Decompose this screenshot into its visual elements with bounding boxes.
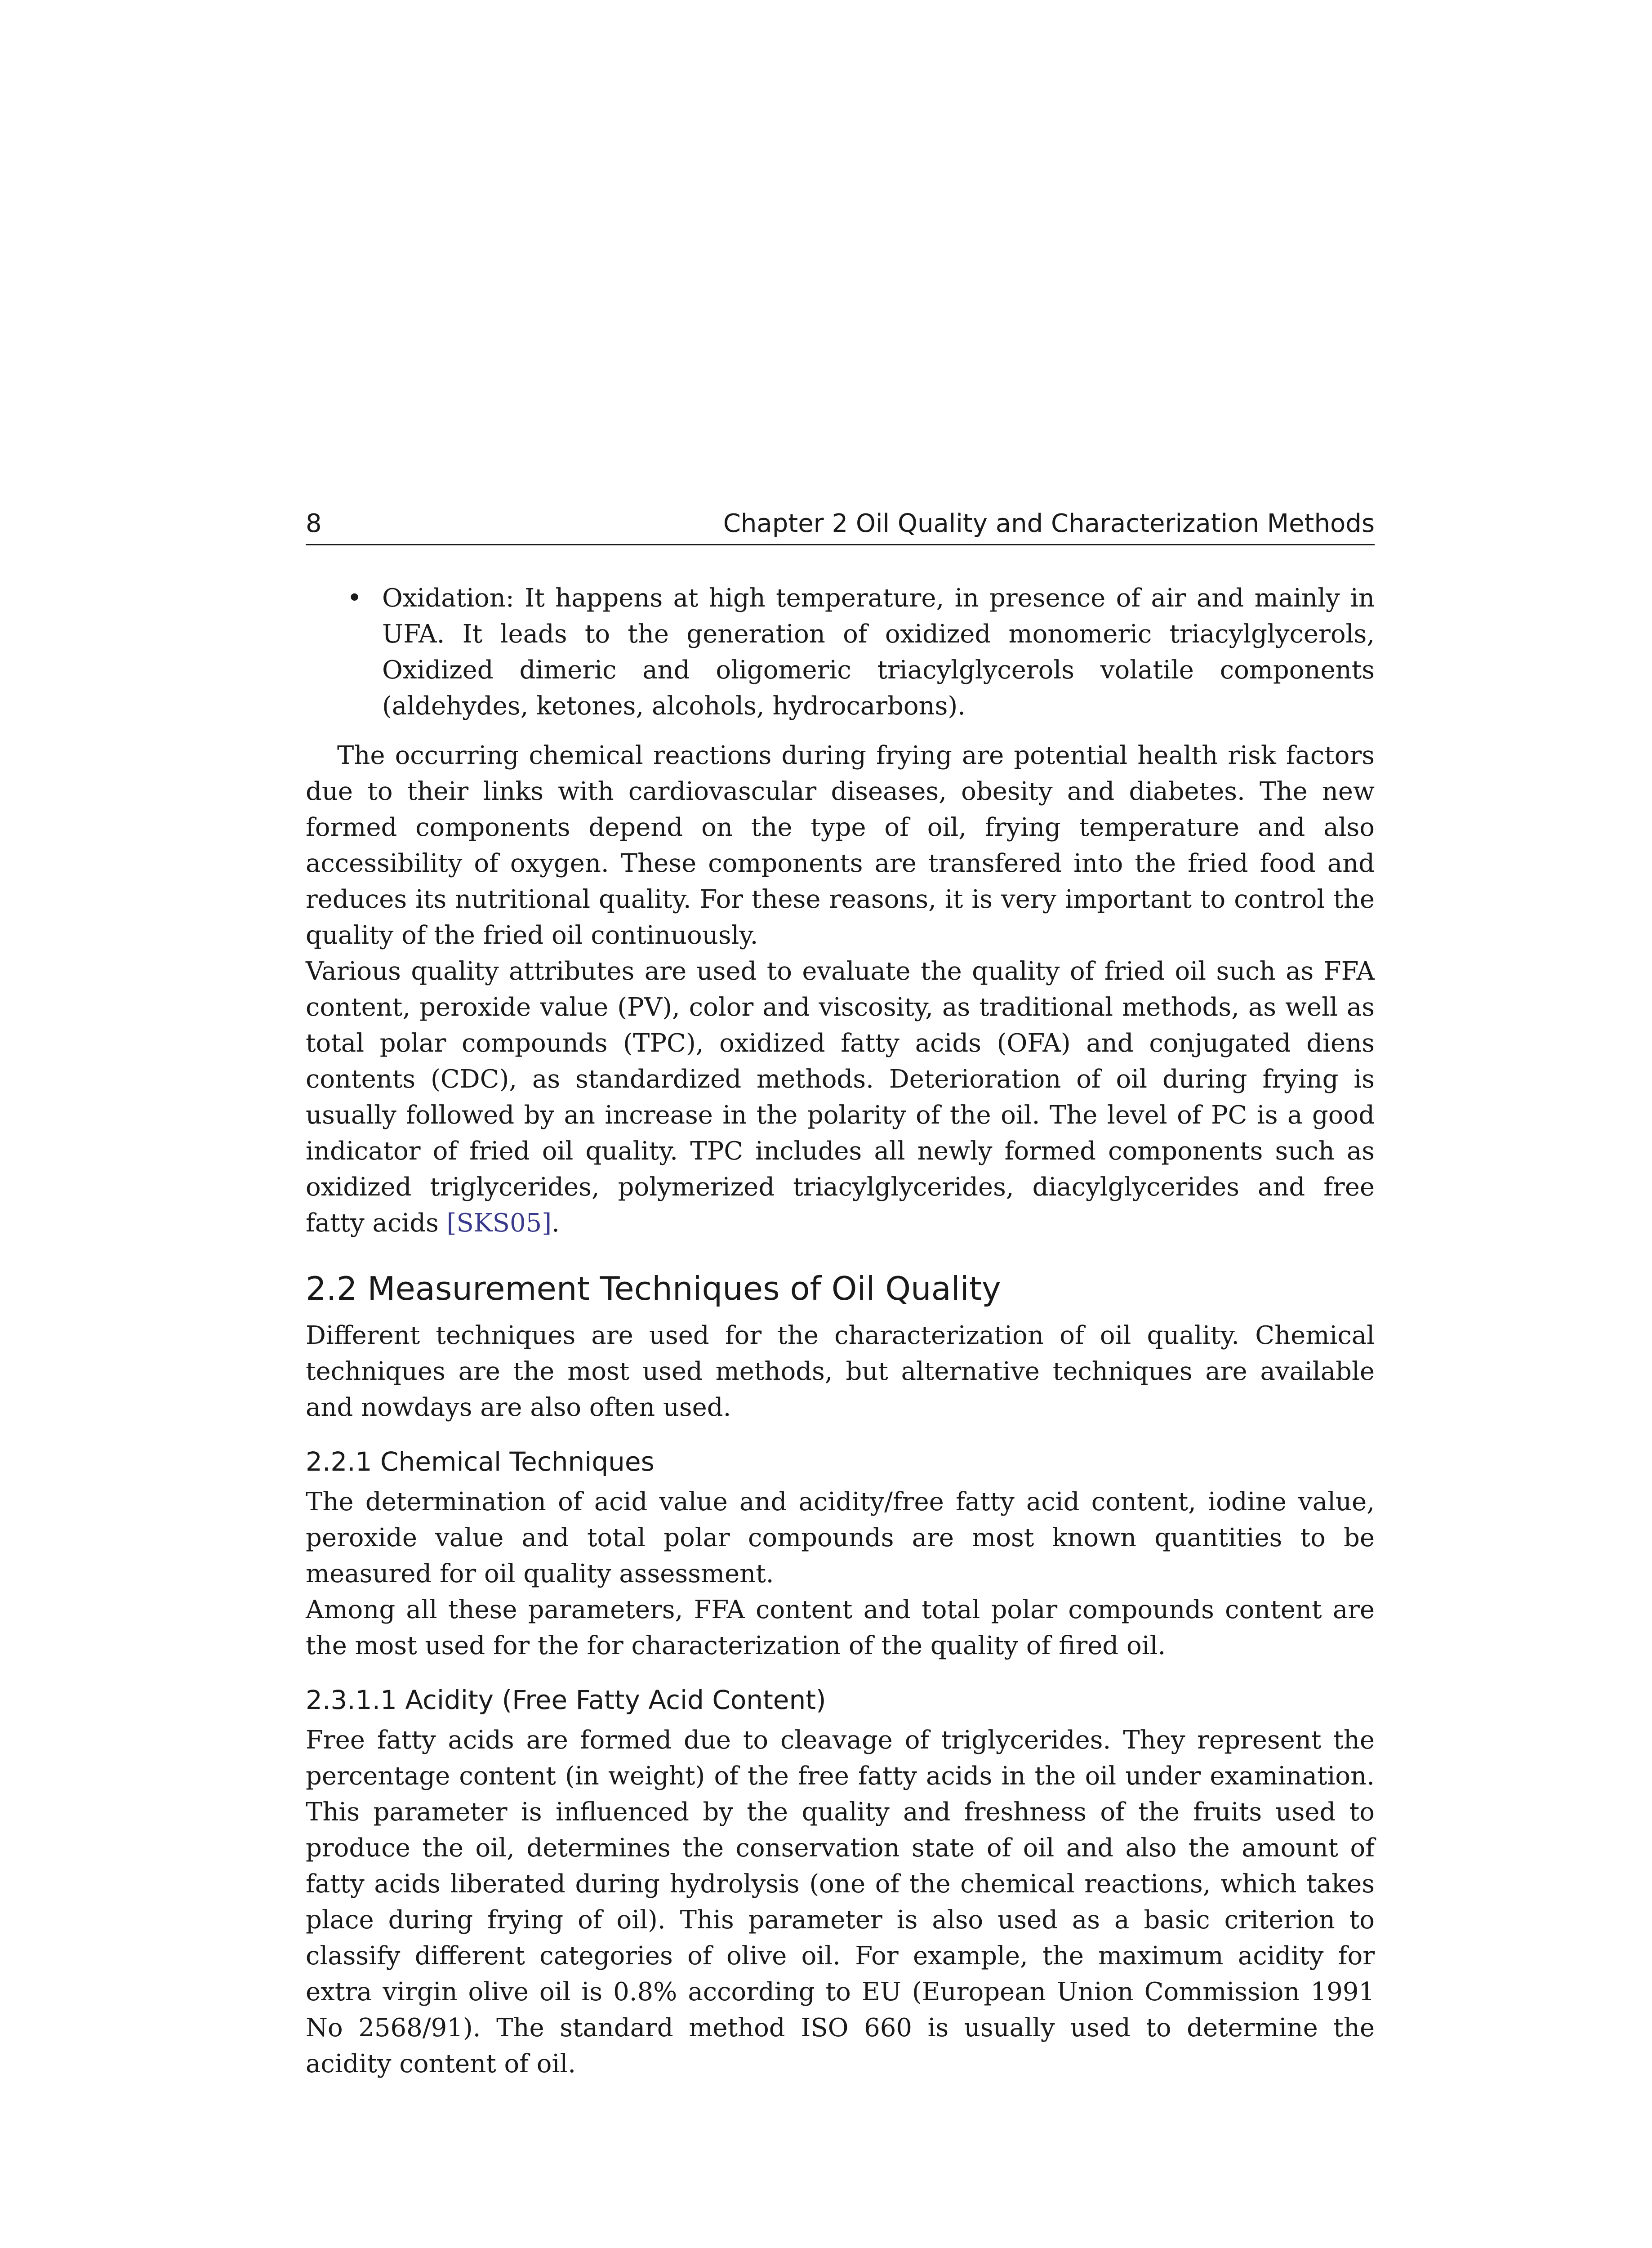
paragraph: Different techniques are used for the characterization of oil quality. Chemical techniques are the most used methods, but alternative techniques are available and nowdays are also often used. <box>306 1321 1375 1422</box>
paragraph-end: . <box>552 1209 560 1238</box>
citation-link[interactable]: [SKS05] <box>446 1209 552 1238</box>
paragraph: Free fatty acids are formed due to cleavage of triglycerides. They represent the percentage content (in weight) of the free fatty acids in the oil under examination. This parameter is influenced by the quality and freshness of the fruits used to produce the oil, determines the conservation state of oil and also the amount of fatty acids liberated during hydrolysis (one of the chemical reactions, which takes place during frying of oil). This parameter is also used as a basic criterion to classify different categories of olive oil. For example, the maximum acidity for extra virgin olive oil is 0.8% according to EU (European Union Commission 1991 No 2568/91). The standard method ISO 660 is usually used to determine the acidity content of oil. <box>306 1726 1375 2079</box>
subsubsection-heading: 2.3.1.1 Acidity (Free Fatty Acid Content) <box>306 1685 826 1715</box>
chapter-title: Chapter 2 Oil Quality and Characterization Methods <box>723 509 1375 538</box>
paragraph: The determination of acid value and acidity/free fatty acid content, iodine value, peroxide value and total polar compounds are most known quantities to be measured for oil quality assessment. <box>306 1487 1375 1588</box>
page-body <box>306 580 1375 2082</box>
list-item <box>347 580 1375 724</box>
paragraph-text: Various quality attributes are used to evaluate the quality of fried oil such as FFA content, peroxide value (PV), color and viscosity, as traditional methods, as well as total polar compounds (TPC), oxidized fatty acids (OFA) and conjugated diens contents (CDC), as standardized methods. Deterioration of oil during frying is usually followed by an increase in the polarity of the oil. The level of PC is a good indicator of fried oil quality. TPC includes all newly formed components such as oxidized triglycerides, polymerized triacylglycerides, diacylglycerides and free fatty acids <box>306 957 1375 1238</box>
bullet-list <box>306 580 1375 724</box>
list-item-text: Oxidation: It happens at high temperature, in presence of air and mainly in UFA. It leads to the generation of oxidized monomeric triacylglycerols, Oxidized dimeric and oligomeric triacylglycerols volatile components (aldehydes, ketones, alcohols, hydrocarbons). <box>382 584 1375 721</box>
subsection-heading: 2.2.1 Chemical Techniques <box>306 1446 655 1477</box>
running-header <box>306 508 1375 545</box>
paragraph: The occurring chemical reactions during frying are potential health risk factors due to their links with cardiovascular diseases, obesity and diabetes. The new formed components depend on the type of oil, frying temperature and also accessibility of oxygen. These components are transfered into the fried food and reduces its nutritional quality. For these reasons, it is very important to control the quality of the fried oil continuously. <box>306 741 1375 950</box>
paragraph <box>306 954 1375 1241</box>
section-heading: 2.2 Measurement Techniques of Oil Quality <box>306 1270 1001 1307</box>
bullet-marker: • <box>347 584 362 613</box>
page-number: 8 <box>306 509 322 538</box>
document-page <box>306 508 1375 2082</box>
paragraph: Among all these parameters, FFA content and total polar compounds content are the most used for the for characterization of the quality of fired oil. <box>306 1595 1375 1660</box>
